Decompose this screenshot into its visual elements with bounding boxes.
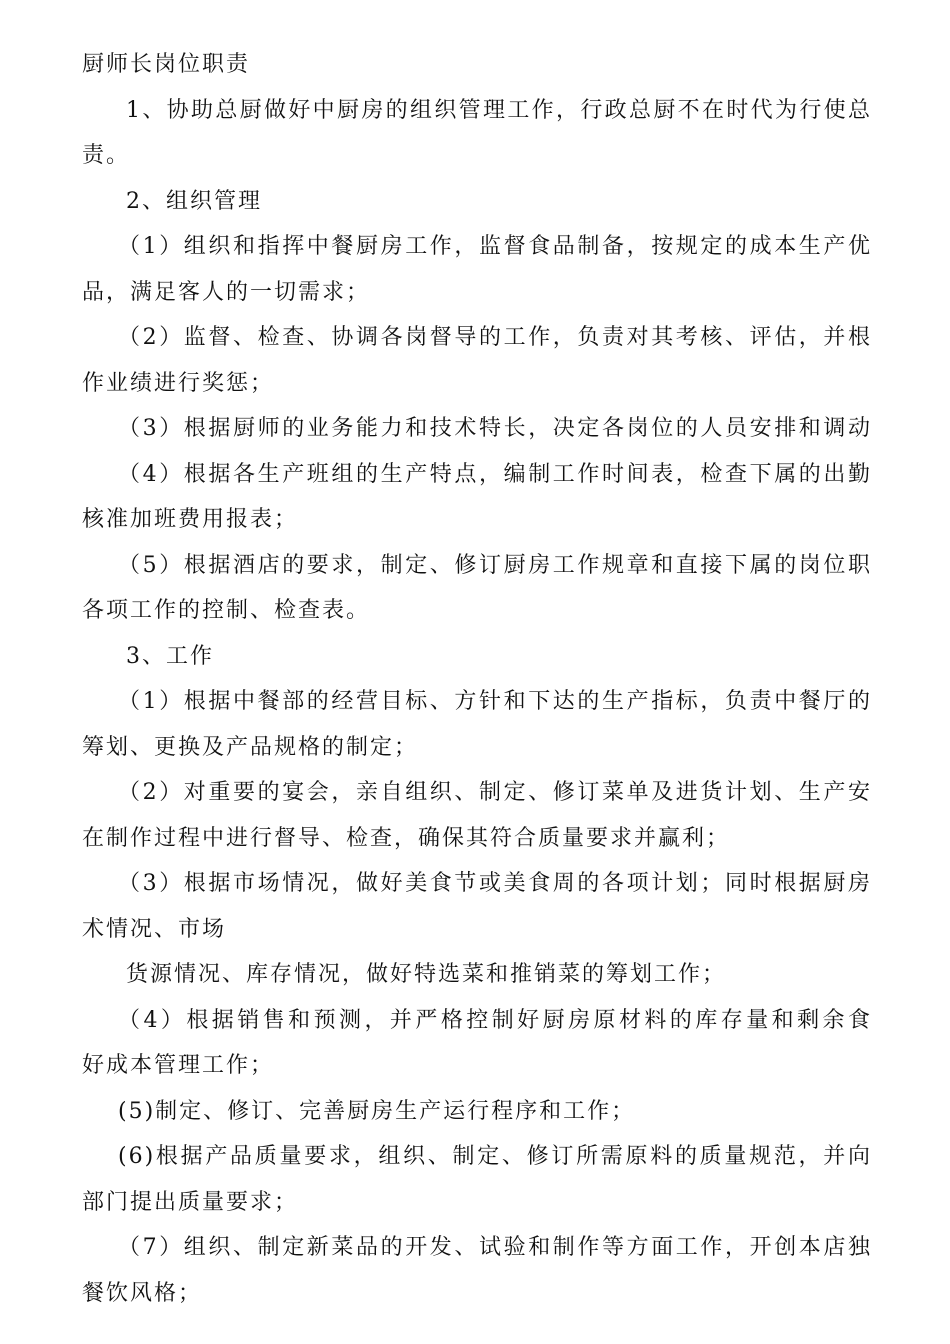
paragraph-line: 作业绩进行奖惩；	[82, 370, 275, 396]
paragraph-line: （1）根据中餐部的经营目标、方针和下达的生产指标，负责中餐厅的	[118, 689, 872, 714]
paragraph-line: （2）监督、检查、协调各岗督导的工作，负责对其考核、评估，并根	[118, 325, 872, 350]
paragraph-line: （3）根据厨师的业务能力和技术特长，决定各岗位的人员安排和调动	[118, 416, 872, 441]
paragraph-line: (5)制定、修订、完善厨房生产运行程序和工作；	[118, 1098, 636, 1124]
paragraph-line: 餐饮风格；	[82, 1280, 203, 1306]
paragraph-line: （2）对重要的宴会，亲自组织、制定、修订菜单及进货计划、生产安	[118, 780, 872, 805]
paragraph-line: 术情况、市场	[82, 916, 227, 942]
paragraph-line: 部门提出质量要求；	[82, 1189, 299, 1215]
paragraph-line: 1、协助总厨做好中厨房的组织管理工作，行政总厨不在时代为行使总	[126, 97, 872, 123]
paragraph-line: 货源情况、库存情况，做好特选菜和推销菜的筹划工作；	[126, 962, 727, 987]
paragraph-line: 责。	[82, 143, 131, 168]
paragraph-line: (6)根据产品质量要求，组织、制定、修订所需原料的质量规范，并向	[118, 1144, 872, 1169]
paragraph-line: 好成本管理工作；	[82, 1053, 275, 1078]
paragraph-line: （7）组织、制定新菜品的开发、试验和制作等方面工作，开创本店独	[118, 1235, 872, 1260]
paragraph-line: 筹划、更换及产品规格的制定；	[82, 734, 419, 760]
document-title: 厨师长岗位职责	[82, 52, 251, 77]
paragraph-line: 在制作过程中进行督导、检查，确保其符合质量要求并赢利；	[82, 825, 731, 851]
paragraph-line: （3）根据市场情况，做好美食节或美食周的各项计划；同时根据厨房	[118, 871, 872, 896]
paragraph-line: 核准加班费用报表；	[82, 507, 299, 532]
section-heading: 3、工作	[126, 643, 214, 669]
document-page	[82, 42, 872, 1316]
paragraph-line: （1）组织和指挥中餐厨房工作，监督食品制备，按规定的成本生产优	[118, 234, 872, 259]
paragraph-line: 各项工作的控制、检查表。	[82, 598, 371, 623]
paragraph-line: （4）根据销售和预测，并严格控制好厨房原材料的库存量和剩余食	[118, 1007, 872, 1033]
section-heading: 2、组织管理	[126, 188, 262, 214]
paragraph-line: （5）根据酒店的要求，制定、修订厨房工作规章和直接下属的岗位职	[118, 552, 872, 578]
paragraph-line: 品，满足客人的一切需求；	[82, 279, 371, 305]
paragraph-line: （4）根据各生产班组的生产特点，编制工作时间表，检查下属的出勤	[118, 461, 872, 487]
